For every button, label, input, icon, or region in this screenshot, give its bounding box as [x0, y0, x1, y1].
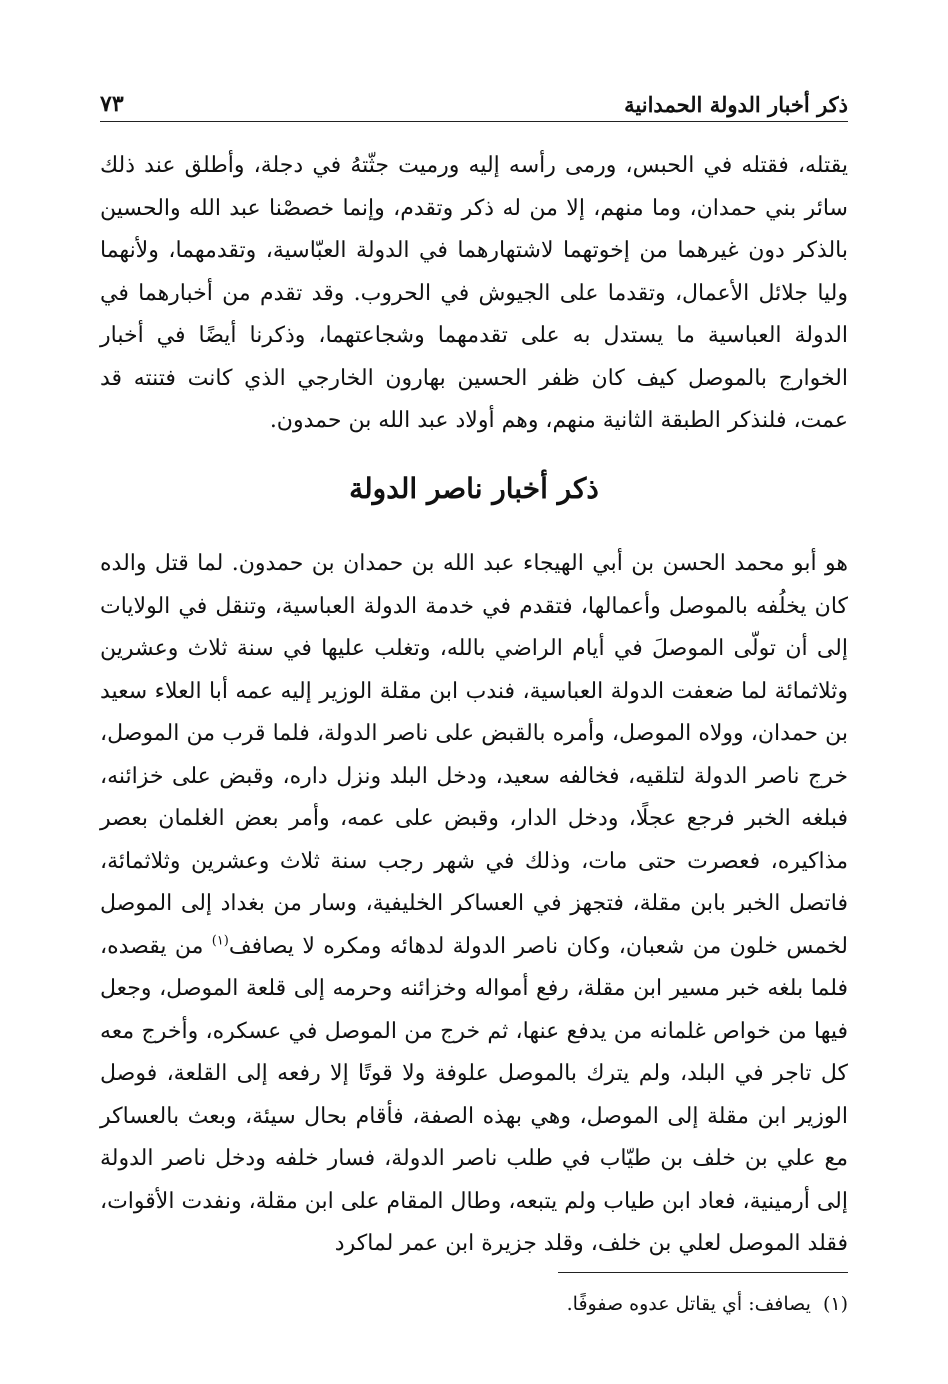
- paragraph-text-part-2: من يقصده، فلما بلغه خبر مسير ابن مقلة، رفع أمواله وخزائنه وحرمه إلى قلعة الموصل، وجعل فيها من خواص غلمانه من يدفع عنها، ثم خرج من الموصل في عسكره، وأخرج معه كل تاجر في البلد، ولم يترك بالموصل علوفة ولا قوتًا إلا رفعه إلى القلعة، فوصل الوزير ابن مقلة إلى الموصل، وهي بهذه الصفة، فأقام بحال سيئة، وبعث بالعساكر مع علي بن خلف بن طيّاب في طلب ناصر الدولة، فسار خلفه ودخل ناصر الدولة إلى أرمينية، فعاد ابن طياب ولم يتبعه، وطال المقام على ابن مقلة، ونفدت الأقوات، فقلد الموصل لعلي بن خلف، وقلد جزيرة ابن عمر لماكرد: [100, 933, 848, 1256]
- footnote-number: (١): [822, 1293, 848, 1315]
- paragraph-text-part-1: هو أبو محمد الحسن بن أبي الهيجاء عبد الله بن حمدان بن حمدون. لما قتل والده كان يخلُفه بالموصل وأعمالها، فتقدم في خدمة الدولة العباسية، وتنقل في الولايات إلى أن تولّى الموصلَ في أيام الراضي بالله، وتغلب عليها في سنة ثلاث وعشرين وثلاثمائة لما ضعفت الدولة العباسية، فندب ابن مقلة الوزير إليه عمه أبا العلاء سعيد بن حمدان، وولاه الموصل، وأمره بالقبض على ناصر الدولة، فلما قرب من الموصل، خرج ناصر الدولة لتلقيه، فخالفه سعيد، ودخل البلد ونزل داره، وقبض على خزائنه، فبلغه الخبر فرجع عجلًا، ودخل الدار، وقبض على عمه، وأمر بعض الغلمان بعصر مذاكيره، فعصرت حتى مات، وذلك في شهر رجب سنة ثلاث وعشرين وثلاثمائة، فاتصل الخبر بابن مقلة، فتجهز في العساكر الخليفية، وسار من بغداد إلى الموصل لخمس خلون من شعبان، وكان ناصر الدولة لدهائه ومكره لا يصافف: [100, 551, 848, 959]
- header-title: ذكر أخبار الدولة الحمدانية: [624, 92, 848, 117]
- footnote-text: يصافف: أي يقاتل عدوه صفوفًا.: [566, 1293, 811, 1315]
- footnote-reference: (١): [211, 933, 229, 949]
- footnote-divider: [558, 1272, 848, 1273]
- page-number: ٧٣: [100, 91, 124, 117]
- paragraph-continued: [100, 145, 848, 443]
- section-paragraph: [100, 543, 848, 1266]
- section-title: ذكر أخبار ناصر الدولة: [349, 472, 599, 505]
- paragraph-text: يقتله، فقتله في الحبس، ورمى رأسه إليه ورميت جثّتهُ في دجلة، وأطلق عند ذلك سائر بني حمدان، وما منهم، إلا من له ذكر وتقدم، وإنما خصصْنا عبد الله والحسين بالذكر دون غيرهما من إخوتهما لاشتهارهما في الدولة العبّاسية، وتقدمهما، ولأنهما وليا جلائل الأعمال، وتقدما على الجيوش في الحروب. وقد تقدم من أخبارهما في الدولة العباسية ما يستدل به على تقدمهما وشجاعتهما، وذكرنا أيضًا في أخبار الخوارج بالموصل كيف كان ظفر الحسين بهارون الخارجي الذي كانت فتنته قد عمت، فلنذكر الطبقة الثانية منهم، وهم أولاد عبد الله بن حمدون.: [100, 153, 848, 433]
- footnote: [100, 1290, 848, 1318]
- paragraph-text: [100, 543, 848, 1266]
- running-header: [100, 82, 848, 122]
